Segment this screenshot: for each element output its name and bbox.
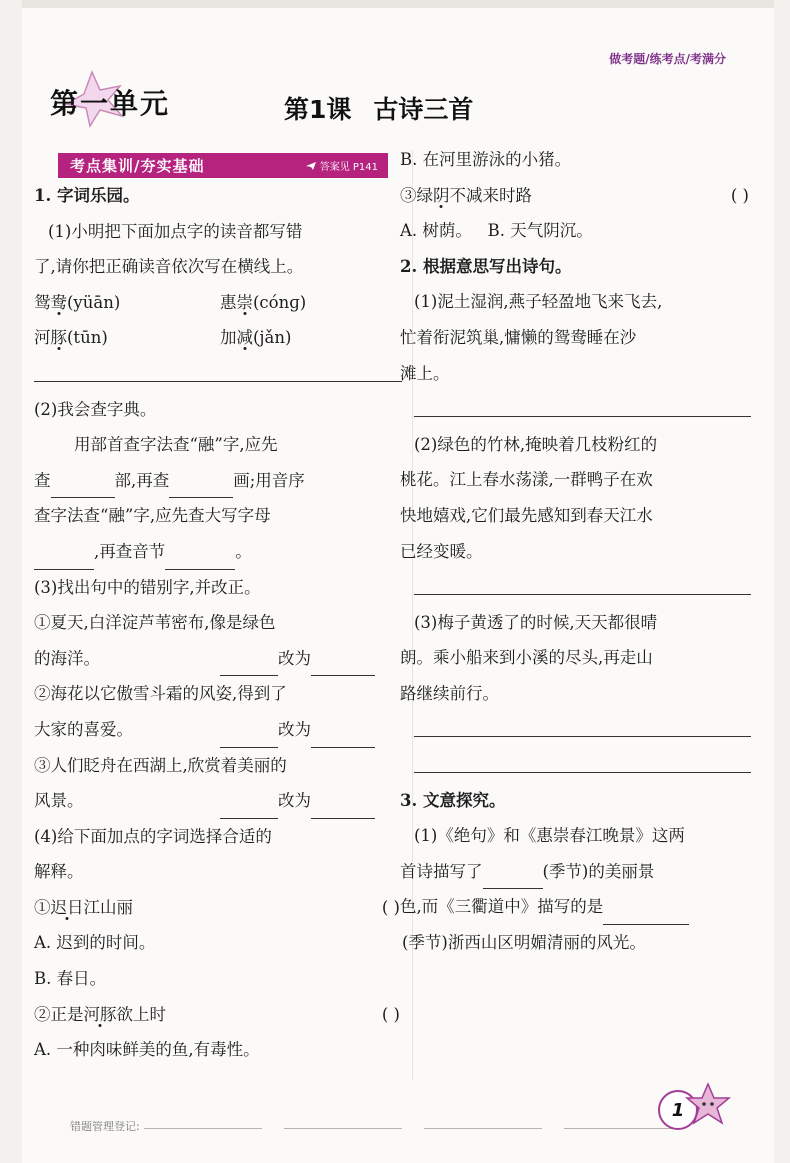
page-number: 1: [658, 1090, 698, 1130]
fill-blank[interactable]: [34, 548, 94, 570]
q1-p4-item1-a: A. 迟到的时间。: [34, 933, 156, 953]
q3-l2: 首诗描写了 (季节)的美丽景: [400, 854, 755, 890]
q2-2-l2: 桃花。江上春水荡漾,一群鸭子在欢: [400, 470, 653, 490]
fill-blank[interactable]: [311, 726, 375, 748]
fill-blank[interactable]: [220, 797, 278, 819]
q1-p2-line1: 用部首查字法查“融”字,应先: [74, 435, 278, 455]
q2-3-l2: 朗。乘小船来到小溪的尽头,再走山: [400, 648, 653, 668]
q1-p2-title: (2)我会查字典。: [34, 399, 157, 419]
q1-p3-item3-l2: 风景。 改为: [34, 783, 406, 819]
fill-blank[interactable]: [603, 903, 689, 925]
fill-blank[interactable]: [165, 548, 235, 570]
answer-line[interactable]: [34, 356, 406, 392]
q1-p4-item1: ①迟日江山丽 ( ): [34, 890, 406, 926]
left-column: [34, 178, 406, 1068]
fill-blank[interactable]: [311, 797, 375, 819]
lesson-name: 古诗三首: [373, 95, 474, 124]
q2-2-l4: 已经变暖。: [400, 541, 483, 561]
workbook-page: [22, 0, 774, 1163]
top-edge: [22, 0, 774, 8]
fill-blank[interactable]: [220, 726, 278, 748]
unit-title: 第一单元: [50, 87, 171, 120]
pinyin-item: 河豚(tūn): [34, 328, 108, 348]
q1-p3-title: (3)找出句中的错别字,并改正。: [34, 577, 261, 597]
fill-blank[interactable]: [169, 476, 233, 498]
pinyin-row-2: [34, 320, 406, 356]
item3: ③绿阴不减来时路 ( ): [400, 178, 755, 214]
section-banner: [58, 153, 388, 178]
q1-p3-item2-l1: ②海花以它傲雪斗霜的风姿,得到了: [34, 684, 287, 704]
answer-paren[interactable]: ( ): [730, 185, 749, 205]
answer-line[interactable]: [400, 747, 755, 783]
q3-title: 3. 文意探究。: [400, 790, 506, 810]
q1-p2-line3: 查字法查“融”字,应先查大写字母: [34, 506, 271, 526]
q1-p4-item1-b: B. 春日。: [34, 969, 107, 989]
q1-p3-item1-l1: ①夏天,白洋淀芦苇密布,像是绿色: [34, 613, 276, 633]
pinyin-item: 鸳鸯(yüān): [34, 292, 121, 312]
answer-line[interactable]: [400, 569, 755, 605]
answer-line[interactable]: [400, 712, 755, 748]
send-icon: [306, 162, 316, 170]
q2-1-l2: 忙着衔泥筑巢,慵懒的鸳鸯睡在沙: [400, 327, 637, 347]
fill-blank[interactable]: [483, 867, 543, 889]
q1-title: 1. 字词乐园。: [34, 186, 140, 205]
footer-lines: [144, 1128, 682, 1129]
q2-3-l3: 路继续前行。: [400, 683, 499, 703]
fill-blank[interactable]: [51, 476, 115, 498]
pinyin-row-1: [34, 285, 406, 321]
answer-ref-text: 答案见 P141: [319, 162, 378, 173]
q1-p3-item1-l2: 的海洋。 改为: [34, 641, 406, 677]
q1-p4-item2-a: A. 一种肉味鲜美的鱼,有毒性。: [34, 1040, 260, 1060]
q1-p1-line2: 了,请你把正确读音依次写在横线上。: [34, 257, 304, 277]
q2-2-l1: (2)绿色的竹林,掩映着几枝粉红的: [414, 434, 658, 454]
q2-1-l3: 滩上。: [400, 363, 450, 383]
q2-2-l3: 快地嬉戏,它们最先感知到春天江水: [400, 505, 653, 525]
q2-1-l1: (1)泥土湿润,燕子轻盈地飞来飞去,: [414, 292, 663, 312]
pinyin-item: 惠崇(cónɡ): [220, 292, 307, 312]
opt-b-pig: B. 在河里游泳的小猪。: [400, 150, 572, 169]
q3-l4: (季节)浙西山区明媚清丽的风光。: [402, 933, 646, 953]
q3-l1: (1)《绝句》和《惠崇春江晚景》这两: [414, 826, 685, 846]
q2-title: 2. 根据意思写出诗句。: [400, 256, 572, 276]
footer-label: 错题管理登记:: [70, 1120, 140, 1133]
q3-l3: 色,而《三衢道中》描写的是: [400, 889, 755, 925]
star-mascot-icon: [684, 1080, 732, 1128]
pinyin-item: 加减(jǎn): [220, 328, 292, 348]
right-column: [400, 142, 755, 961]
q1-p3-item2-l2: 大家的喜爱。 改为: [34, 712, 406, 748]
q1-p4-line2: 解释。: [34, 862, 84, 882]
lesson-number: 第1课: [284, 95, 352, 124]
fill-blank[interactable]: [220, 654, 278, 676]
answer-line[interactable]: [400, 391, 755, 427]
answer-paren[interactable]: ( ): [381, 897, 400, 917]
q1-p2-line4: ,再查音节 。: [34, 534, 406, 570]
fill-blank[interactable]: [311, 654, 375, 676]
lesson-title: [284, 90, 495, 126]
section-label: 考点集训/夯实基础: [70, 157, 205, 175]
q2-3-l1: (3)梅子黄透了的时候,天天都很晴: [414, 612, 658, 632]
q1-p4-line1: (4)给下面加点的字词选择合适的: [34, 826, 272, 846]
q1-p2-line2: 查 部,再查 画;用音序: [34, 463, 406, 499]
q1-p4-item2: ②正是河豚欲上时 ( ): [34, 997, 406, 1033]
answer-reference: [306, 158, 378, 173]
item3-options: A. 树荫。 B. 天气阴沉。: [400, 221, 593, 241]
header-tagline: 做考题/练考点/考满分: [609, 52, 726, 66]
q1-p1-line1: (1)小明把下面加点字的读音都写错: [48, 221, 303, 241]
q1-p3-item3-l1: ③人们眨舟在西湖上,欣赏着美丽的: [34, 755, 287, 775]
answer-paren[interactable]: ( ): [381, 1004, 400, 1024]
